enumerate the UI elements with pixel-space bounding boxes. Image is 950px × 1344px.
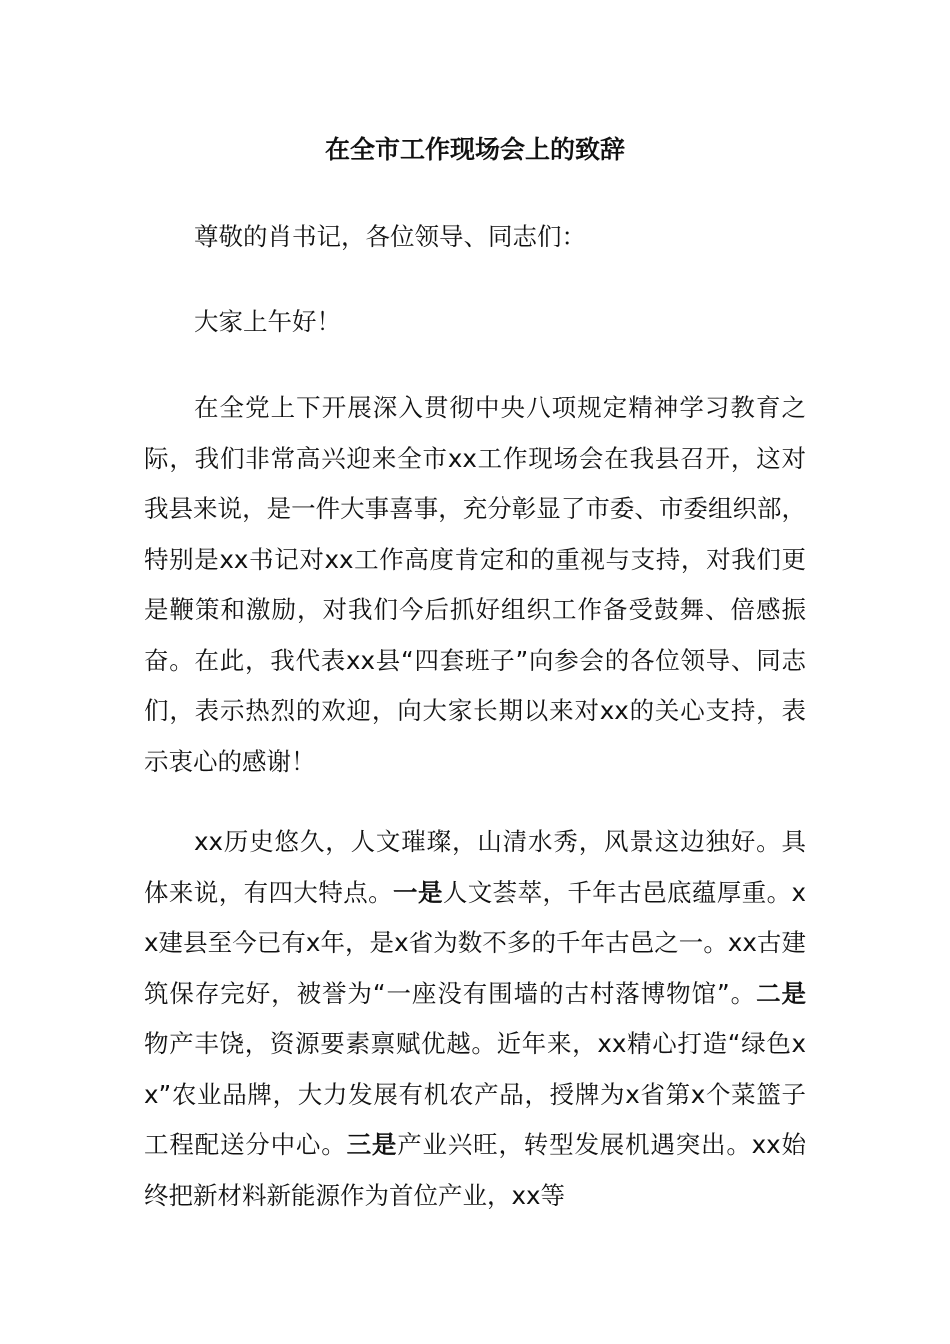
intro-paragraph: 在全党上下开展深入贯彻中央八项规定精神学习教育之际，我们非常高兴迎来全市xx工作现场会在我县召开，这对我县来说，是一件大事喜事，充分彰显了市委、市委组织部，特别是xx书记对xx工作高度肯定和的重视与支持，对我们更是鞭策和激励，对我们今后抓好组织工作备受鼓舞、倍感振奋。在此，我代表xx县“四套班子”向参会的各位领导、同志们，表示热烈的欢迎，向大家长期以来对xx的关心支持，表示衷心的感谢！ bbox=[144, 393, 806, 776]
history-paragraph bbox=[144, 817, 806, 1221]
point-two-label: 二是 bbox=[756, 978, 807, 1008]
salutation-paragraph: 尊敬的肖书记，各位领导、同志们： bbox=[194, 222, 586, 251]
greeting-paragraph: 大家上午好！ bbox=[194, 307, 341, 336]
history-text-3: 物产丰饶，资源要素禀赋优越。近年来，xx精心打造“绿色xx”农业品牌，大力发展有机农产品，授牌为x省第x个菜篮子工程配送分中心。 bbox=[144, 1029, 806, 1159]
point-three-label: 三是 bbox=[346, 1130, 398, 1159]
history-text-4: 产业兴旺，转型发展机遇突出。xx始终把新材料新能源作为首位产业，xx等 bbox=[144, 1130, 806, 1210]
history-text-1: xx历史悠久，人文璀璨，山清水秀，风景这边独好。具体来说，有四大特点。 bbox=[144, 827, 806, 907]
document-title: 在全市工作现场会上的致辞 bbox=[324, 135, 625, 164]
point-one-label: 一是 bbox=[393, 877, 443, 907]
history-text-2: 人文荟萃，千年古邑底蕴厚重。xx建县至今已有x年，是x省为数不多的千年古邑之一。xx古建筑保存完好，被誉为“一座没有围墙的古村落博物馆”。 bbox=[144, 877, 807, 1008]
